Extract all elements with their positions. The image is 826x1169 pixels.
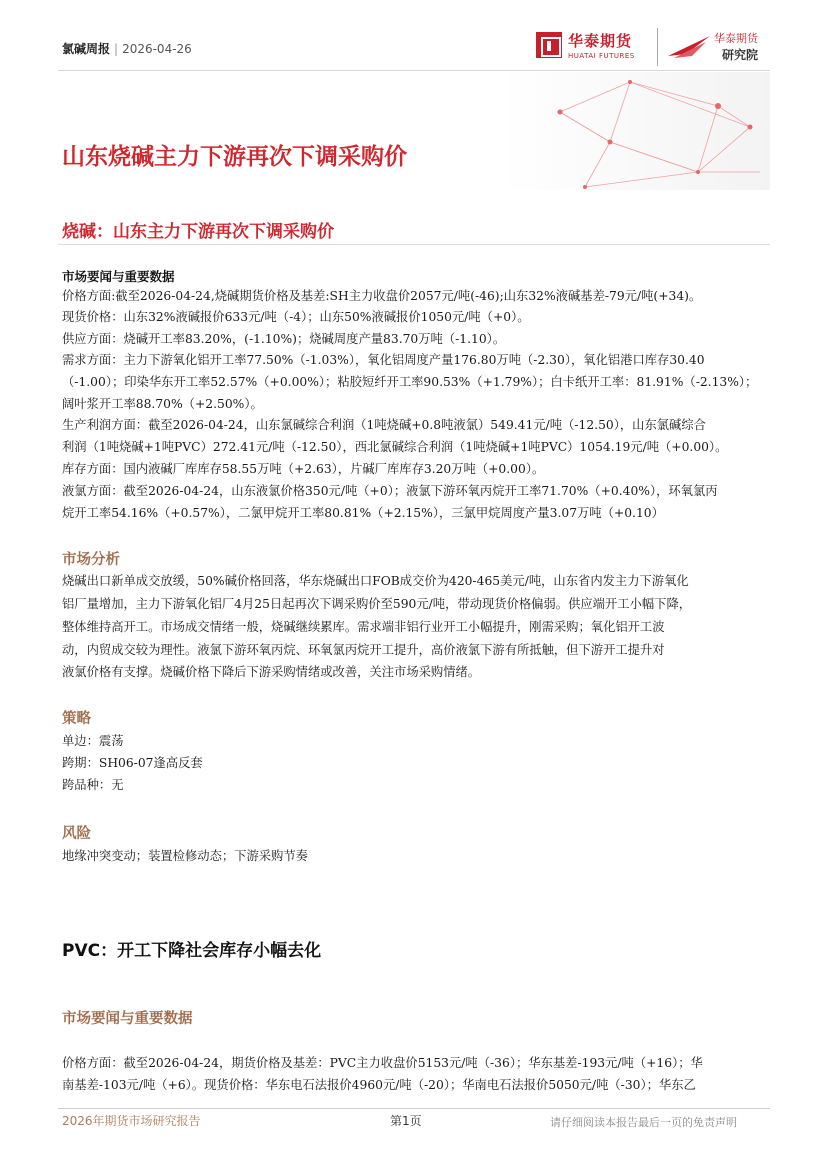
analysis-heading: 市场分析 <box>62 552 120 568</box>
news-line: 现货价格：山东32%液碱报价633元/吨（-4）；山东50%液碱报价1050元/吨（+0）。 <box>62 310 530 324</box>
analysis-line: 动，内贸成交较为理性。液氯下游环氧丙烷、环氧氯丙烷开工提升，高价液氯下游有所抵触，但下游开工提升对 <box>62 643 665 657</box>
news-line: 需求方面：主力下游氧化铝开工率77.50%（-1.03%），氧化铝周度产量176.80万吨（-2.30），氧化铝港口库存30.40 <box>62 353 705 367</box>
strategy-outright: 单边：震荡 <box>62 734 124 748</box>
section-title-pvc: PVC：开工下降社会库存小幅去化 <box>62 941 322 961</box>
strategy-cross: 跨品种：无 <box>62 778 124 792</box>
strategy-heading: 策略 <box>62 711 91 727</box>
analysis-line: 整体维持高开工。市场成交情绪一般，烧碱继续累库。需求端非铝行业开工小幅提升，刚需采购；氧化铝开工波 <box>62 620 665 634</box>
page-number: 第1页 <box>390 1114 422 1128</box>
page-title: 山东烧碱主力下游再次下调采购价 <box>62 144 407 170</box>
header-separator: | <box>114 42 119 56</box>
analysis-line: 烧碱出口新单成交放缓，50%碱价格回落，华东烧碱出口FOB成交价为420-465美元/吨，山东省内发主力下游氧化 <box>62 574 689 588</box>
strategy-calendar: 跨期：SH06-07逢高反套 <box>62 756 203 770</box>
institute-label: 研究院 <box>722 48 759 62</box>
disclaimer-note: 请仔细阅读本报告最后一页的免责声明 <box>550 1116 737 1129</box>
news-line: （-1.00）；印染华东开工率52.57%（+0.00%）；粘胶短纤开工率90.53%（+1.79%）；白卡纸开工率：81.91%（-2.13%）； <box>62 375 758 389</box>
footer-rule <box>58 1108 770 1109</box>
footer-report-label: 2026年期货市场研究报告 <box>62 1114 201 1128</box>
institute-name: 华泰期货 <box>714 32 758 45</box>
news-line: 利润（1吨烧碱+1吨PVC）272.41元/吨（-12.50），西北氯碱综合利润（1吨烧碱+1吨PVC）1054.19元/吨（+0.00）。 <box>62 440 728 454</box>
news-line: 烷开工率54.16%（+0.57%），二氯甲烷开工率80.81%（+2.15%），三氯甲烷周度产量3.07万吨（+0.10） <box>62 506 664 520</box>
news-line: 阔叶浆开工率88.70%（+2.50%）。 <box>62 397 263 411</box>
risk-text: 地缘冲突变动；装置检修动态；下游采购节奏 <box>62 849 308 863</box>
huatai-logo-icon <box>536 32 562 58</box>
report-header <box>62 40 192 57</box>
news-line: 供应方面：烧碱开工率83.20%，(-1.10%)；烧碱周度产量83.70万吨（-1.10）。 <box>62 332 506 346</box>
news-heading: 市场要闻与重要数据 <box>62 269 175 284</box>
institute-wing-icon <box>666 34 712 60</box>
network-banner-graphic <box>500 72 770 190</box>
risk-heading: 风险 <box>62 826 91 842</box>
header-rule <box>58 70 770 71</box>
pvc-news-heading: 市场要闻与重要数据 <box>62 1011 193 1027</box>
company-logo <box>536 28 768 68</box>
report-name: 氯碱周报 <box>62 42 111 56</box>
logo-divider <box>657 28 658 66</box>
section-rule <box>58 244 770 245</box>
news-line: 生产利润方面：截至2026-04-24，山东氯碱综合利润（1吨烧碱+0.8吨液氯）549.41元/吨（-12.50），山东氯碱综合 <box>62 418 706 432</box>
news-line: 液氯方面：截至2026-04-24，山东液氯价格350元/吨（+0）；液氯下游环氧丙烷开工率71.70%（+0.40%），环氧氯丙 <box>62 484 718 498</box>
pvc-news-line: 价格方面：截至2026-04-24，期货价格及基差：PVC主力收盘价5153元/吨（-36）；华东基差-193元/吨（+16）；华 <box>62 1056 703 1070</box>
analysis-line: 铝厂量增加，主力下游氧化铝厂4月25日起再次下调采购价至590元/吨，带动现货价格偏弱。供应端开工小幅下降， <box>62 597 692 611</box>
news-line: 库存方面：国内液碱厂库库存58.55万吨（+2.63），片碱厂库库存3.20万吨（+0.00）。 <box>62 462 545 476</box>
report-date: 2026-04-26 <box>122 42 192 56</box>
section-title-caustic-soda: 烧碱：山东主力下游再次下调采购价 <box>62 222 334 242</box>
analysis-line: 液氯价格有支撑。烧碱价格下降后下游采购情绪或改善，关注市场采购情绪。 <box>62 665 481 679</box>
brand-en: HUATAI FUTURES <box>568 52 635 60</box>
news-line: 价格方面:截至2026-04-24,烧碱期货价格及基差:SH主力收盘价2057元/吨(-46);山东32%液碱基差-79元/吨(+34)。 <box>62 289 702 303</box>
pvc-news-line: 南基差-103元/吨（+6）。现货价格：华东电石法报价4960元/吨（-20）；华南电石法报价5050元/吨（-30）；华东乙 <box>62 1078 696 1092</box>
brand-cn: 华泰期货 <box>568 32 633 50</box>
